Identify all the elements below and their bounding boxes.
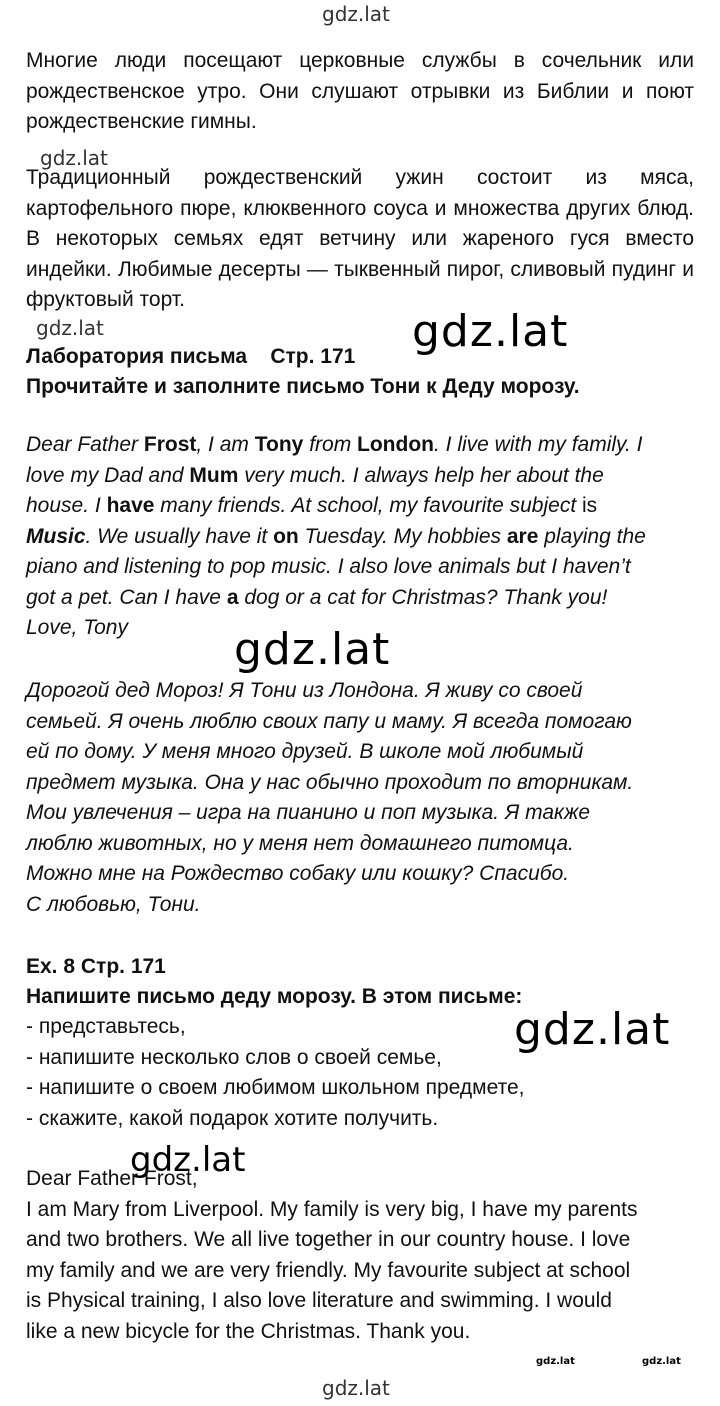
answer-line: I am Mary from Liverpool. My family is very big, I have my parents <box>26 1197 638 1221</box>
letter-line-1: Dear Father Frost, I am Tony from London. I live with my family. I <box>26 433 643 456</box>
watermark-big-1: gdz.lat <box>412 306 569 357</box>
ru-line-3: ей по дому. У меня много друзей. В школе мой любимый <box>26 740 584 763</box>
letter-line-6: got a pet. Can I have a dog or a cat for Christmas? Thank you! <box>26 585 608 609</box>
letter-line-4: Music. We usually have it on Tuesday. My hobbies are playing the <box>26 524 646 548</box>
answer-line: is Physical training, I also love literature and swimming. I would <box>26 1289 612 1312</box>
letter-line-3: house. I have many friends. At school, my favourite subject is <box>26 494 598 517</box>
watermark-tiny-2: gdz.lat <box>642 1356 681 1367</box>
watermark-small-1: gdz.lat <box>40 146 108 170</box>
ru-line-2: семьей. Я очень люблю своих папу и маму. Я всегда помогаю <box>26 709 632 733</box>
list-item: - напишите о своем любимом школьном предмете, <box>26 1076 525 1099</box>
answer-line: Dear Father Frost, <box>26 1167 198 1190</box>
lab-heading: Лаборатория письма Стр. 171 <box>26 345 356 368</box>
answer-line: like a new bicycle for the Christmas. Thank you. <box>26 1319 471 1343</box>
letter-line-7: Love, Tony <box>26 616 128 639</box>
ru-line-4: предмет музыка. Она у нас обычно проходит по вторникам. <box>26 770 634 794</box>
paragraph-church: Многие люди посещают церковные службы в сочельник или рождественское утро. Они слушают отрывки из Библии и поют рождественские гимны. <box>26 49 694 133</box>
list-item: - скажите, какой подарок хотите получить. <box>26 1106 439 1130</box>
watermark-bottom: gdz.lat <box>322 1376 390 1400</box>
tony-letter-ru <box>26 676 694 920</box>
ex8-task: Напишите письмо деду морозу. В этом письме: <box>26 985 523 1008</box>
letter-line-2: love my Dad and Mum very much. I always help her about the <box>26 463 604 487</box>
watermark-tiny-1: gdz.lat <box>536 1356 575 1367</box>
answer-line: my family and we are very friendly. My favourite subject at school <box>26 1258 631 1282</box>
watermark-big-2: gdz.lat <box>234 624 391 675</box>
ru-line-6: люблю животных, но у меня нет домашнего питомца. <box>26 831 574 855</box>
answer-letter <box>26 1164 694 1347</box>
watermark-big-3: gdz.lat <box>514 1004 671 1055</box>
watermark-top: gdz.lat <box>322 2 390 26</box>
letter-line-5: piano and listening to pop music. I also love animals but I haven’t <box>26 555 631 578</box>
watermark-medium: gdz.lat <box>130 1140 246 1180</box>
ru-line-1: Дорогой дед Мороз! Я Тони из Лондона. Я живу со своей <box>26 679 583 702</box>
tony-letter-en <box>26 430 694 644</box>
ru-line-8: С любовью, Тони. <box>26 892 201 916</box>
lab-task: Прочитайте и заполните письмо Тони к Деду морозу. <box>26 375 580 398</box>
ex8-heading: Ex. 8 Стр. 171 <box>26 955 166 978</box>
answer-line: and two brothers. We all live together in our country house. I love <box>26 1228 631 1251</box>
ru-line-7: Можно мне на Рождество собаку или кошку? Спасибо. <box>26 862 570 885</box>
watermark-small-2: gdz.lat <box>36 316 104 340</box>
list-item: - напишите несколько слов о своей семье, <box>26 1045 442 1069</box>
ru-line-5: Мои увлечения – игра на пианино и поп музыка. Я также <box>26 801 591 824</box>
paragraph-dinner: Традиционный рождественский ужин состоит из мяса, картофельного пюре, клюквенного соуса и множества других блюд. В некоторых семьях едят ветчину или жареного гуся вместо индейки. Любимые десерты — тыквенный пирог, сливовый пудинг и фруктовый торт. <box>26 166 694 311</box>
list-item: - представьтесь, <box>26 1015 186 1038</box>
ex8-list <box>26 1012 694 1134</box>
